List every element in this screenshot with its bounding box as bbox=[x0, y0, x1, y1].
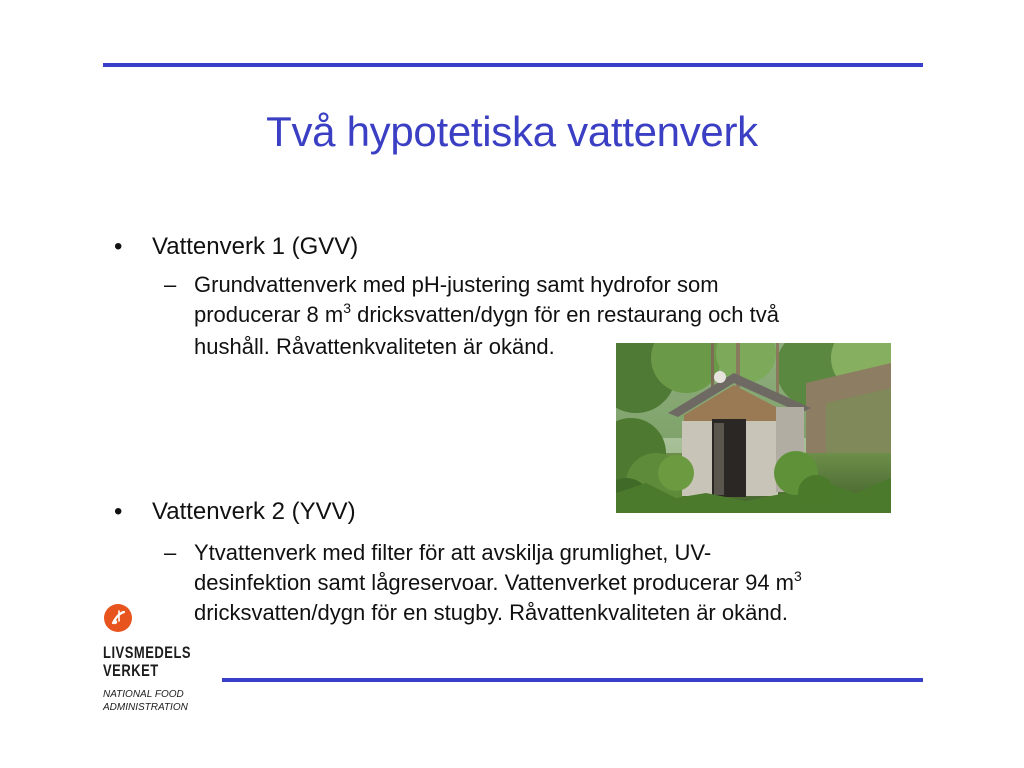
sub-bullet-line-3: dricksvatten/dygn för en stugby. Råvattenkvaliteten är okänd. bbox=[194, 600, 788, 625]
superscript: 3 bbox=[343, 300, 351, 316]
superscript: 3 bbox=[794, 568, 802, 584]
logo-subtitle-line-2: ADMINISTRATION bbox=[103, 702, 188, 713]
sub-bullet-line-1: Grundvattenverk med pH-justering samt hydrofor som bbox=[194, 272, 719, 297]
sub-bullet-marker: – bbox=[164, 540, 177, 565]
sub-bullet-marker: – bbox=[164, 272, 177, 297]
logo-subtitle-line-1: NATIONAL FOOD bbox=[103, 689, 184, 700]
sub-bullet-line-2-text-after: dricksvatten/dygn för en restaurang och två bbox=[350, 302, 779, 327]
slide-title: Två hypotetiska vattenverk bbox=[266, 108, 758, 155]
bullet-marker: • bbox=[114, 233, 123, 260]
bottom-divider bbox=[222, 678, 923, 682]
bullet-marker: • bbox=[114, 498, 123, 525]
sub-bullet-line-2 bbox=[194, 300, 779, 332]
sub-bullet-line-2 bbox=[194, 568, 802, 600]
logo-wordmark-line-2: VERKET bbox=[103, 661, 159, 680]
top-divider bbox=[103, 63, 923, 67]
bullet-text: Vattenverk 1 (GVV) bbox=[152, 233, 359, 260]
sub-bullet-line-2-text: producerar 8 m bbox=[194, 302, 344, 327]
sub-bullet-line-3: hushåll. Råvattenkvaliteten är okänd. bbox=[194, 334, 555, 359]
logo-wordmark-line-1: LIVSMEDELS bbox=[103, 643, 192, 662]
sub-bullet-line-2-text: desinfektion samt lågreservoar. Vattenverket producerar 94 m bbox=[194, 570, 795, 595]
logo-mark-icon bbox=[103, 603, 133, 633]
sub-bullet-line-1: Ytvattenverk med filter för att avskilja grumlighet, UV- bbox=[194, 540, 712, 565]
bullet-text: Vattenverk 2 (YVV) bbox=[152, 498, 356, 525]
pump-house-photo bbox=[616, 343, 891, 513]
livsmedelsverket-logo bbox=[103, 603, 213, 713]
